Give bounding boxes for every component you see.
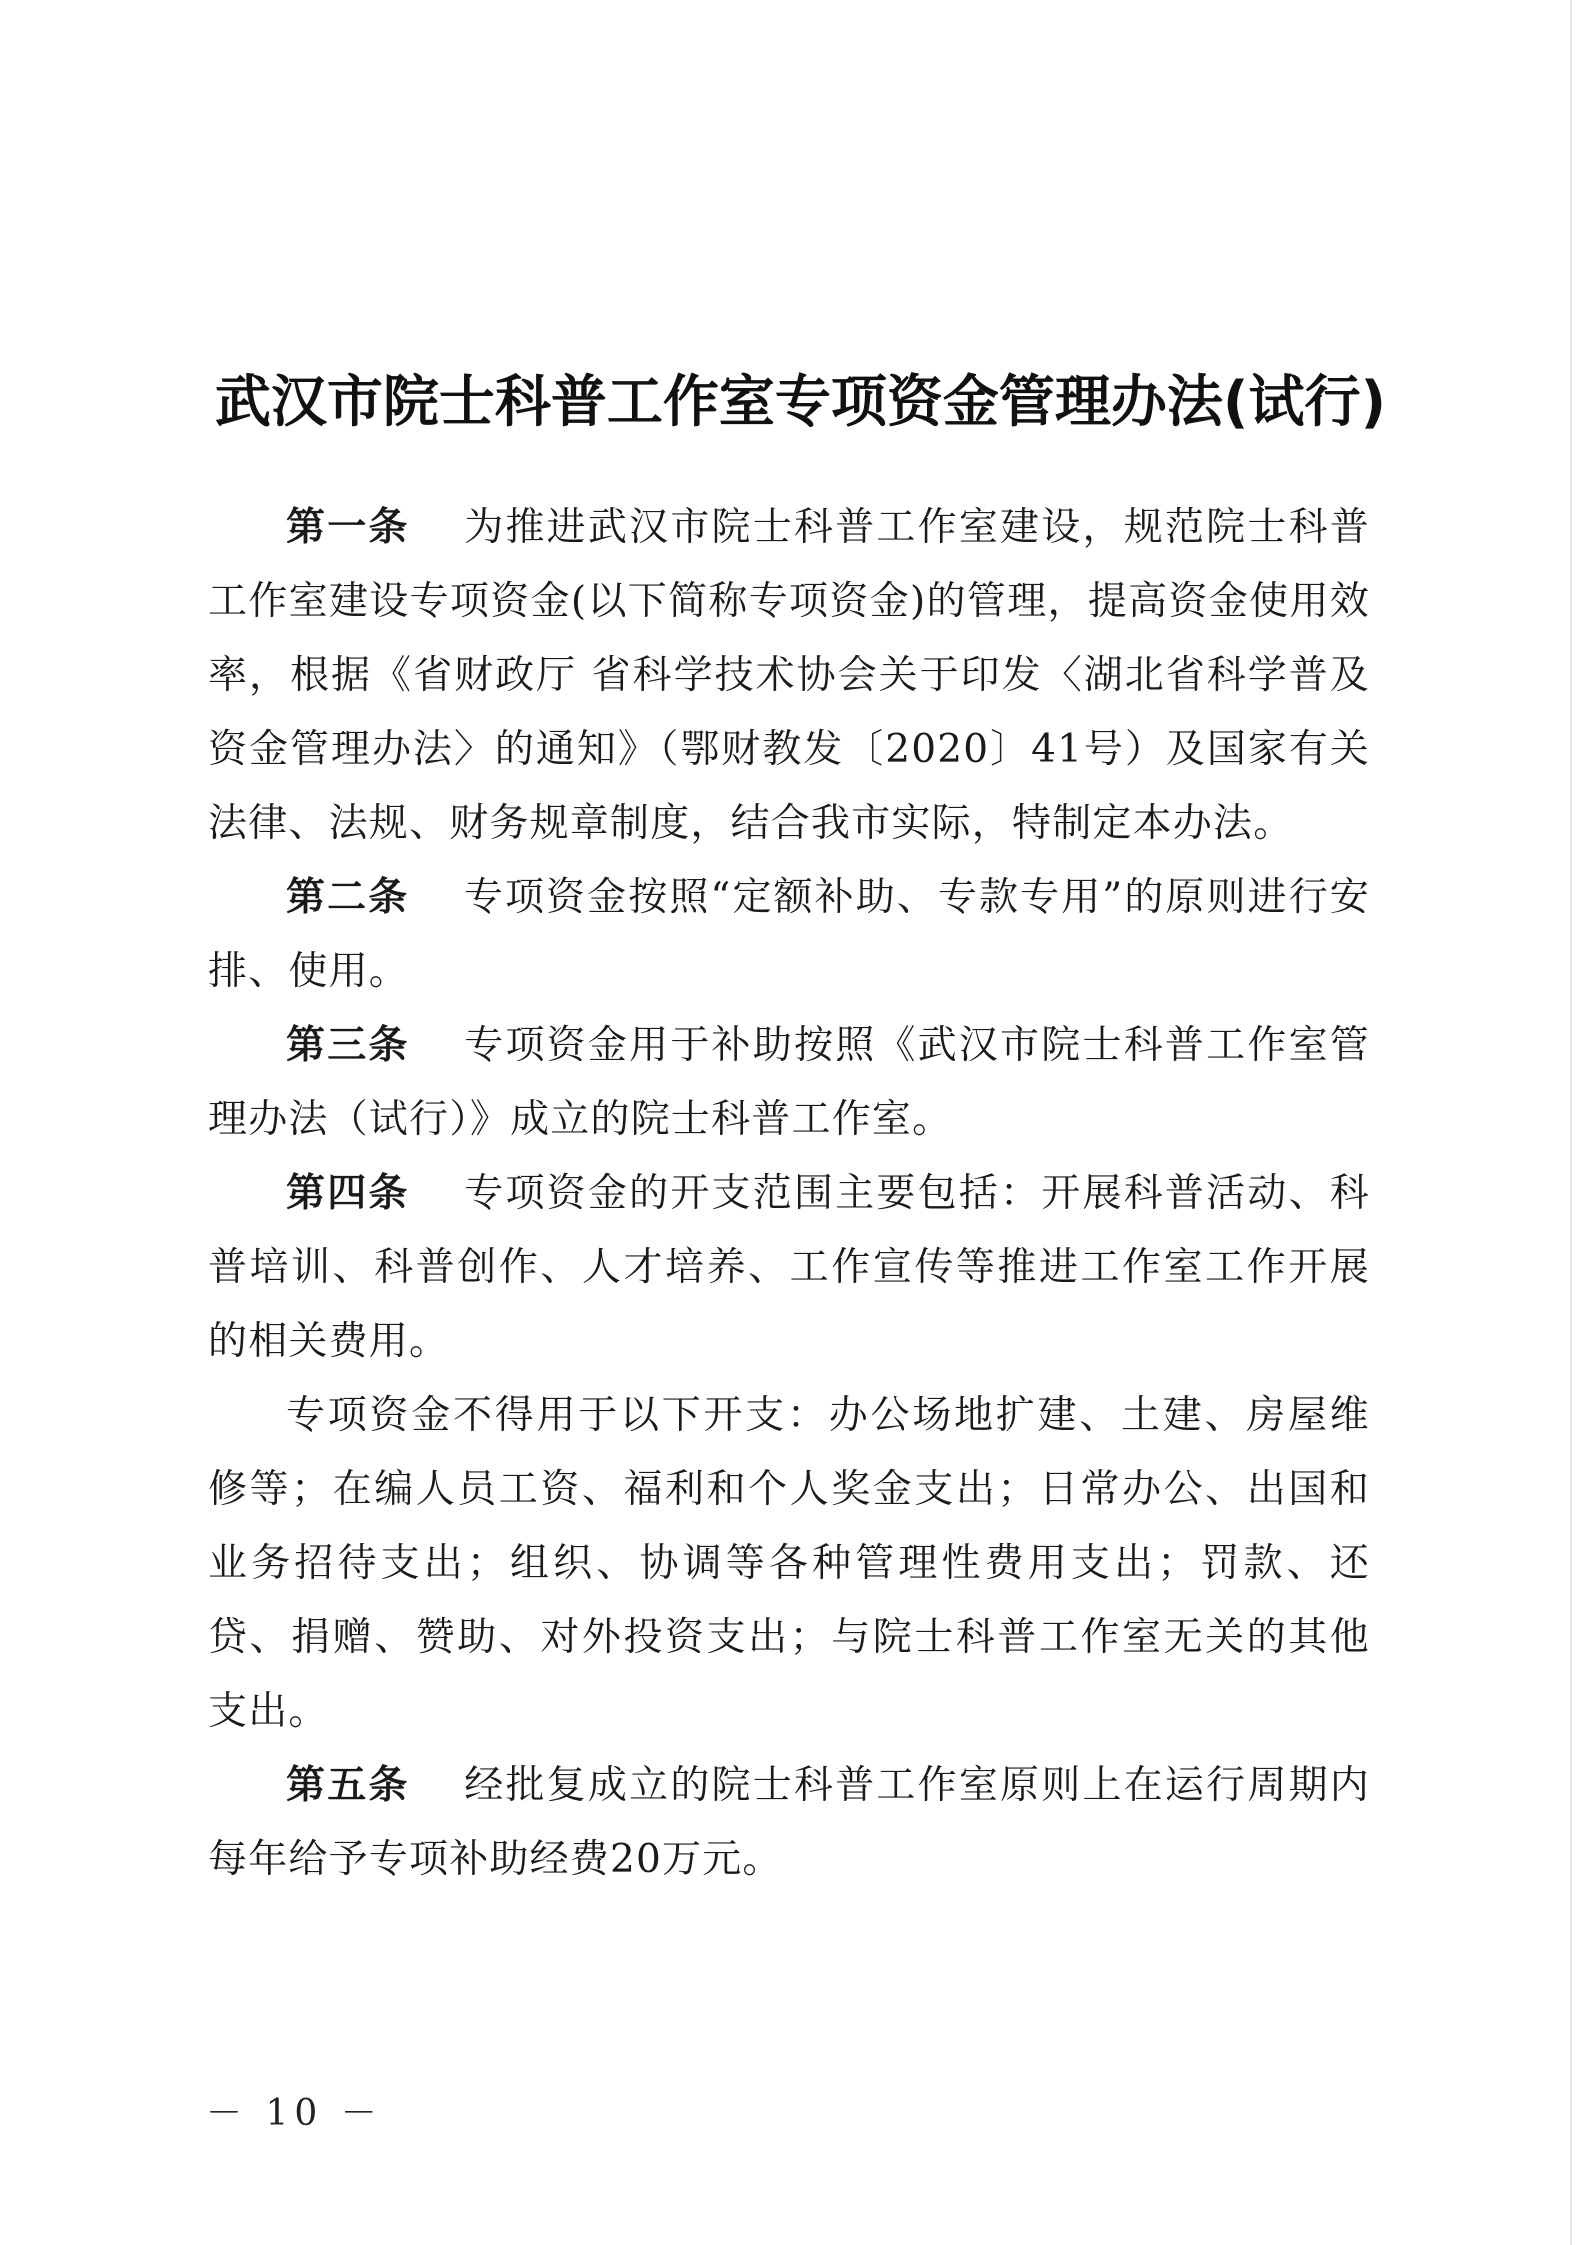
article-3 bbox=[208, 1009, 1370, 1157]
page-number: － 10 － bbox=[206, 2093, 383, 2134]
article-label: 第二条 bbox=[286, 875, 410, 920]
article-5 bbox=[208, 1749, 1370, 1897]
article-text: 专项资金不得用于以下开支：办公场地扩建、土建、房屋维修等；在编人员工资、福利和个人奖金支出；日常办公、出国和业务招待支出；组织、协调等各种管理性费用支出；罚款、还贷、捐赠、赞助、对外投资支出；与院士科普工作室无关的其他支出。 bbox=[208, 1393, 1370, 1734]
article-1 bbox=[208, 491, 1370, 861]
article-label: 第五条 bbox=[286, 1763, 410, 1808]
article-4 bbox=[208, 1157, 1370, 1379]
article-2 bbox=[208, 861, 1370, 1009]
article-label: 第四条 bbox=[286, 1171, 410, 1216]
article-label: 第一条 bbox=[286, 505, 410, 550]
article-4-exclusions bbox=[208, 1379, 1370, 1749]
article-text: 为推进武汉市院士科普工作室建设，规范院士科普工作室建设专项资金(以下简称专项资金)的管理，提高资金使用效率，根据《省财政厅 省科学技术协会关于印发〈湖北省科学普及资金管理办法〉的通知》（鄂财教发〔2020〕41号）及国家有关法律、法规、财务规章制度，结合我市实际，特制定本办法。 bbox=[208, 505, 1370, 846]
document-title: 武汉市院士科普工作室专项资金管理办法(试行) bbox=[214, 370, 1387, 435]
page-edge-shadow bbox=[1570, 0, 1572, 2245]
article-label: 第三条 bbox=[286, 1023, 410, 1068]
article-text: 专项资金用于补助按照《武汉市院士科普工作室管理办法（试行）》成立的院士科普工作室。 bbox=[208, 1023, 1370, 1142]
document-body bbox=[208, 491, 1370, 1897]
article-text: 经批复成立的院士科普工作室原则上在运行周期内每年给予专项补助经费20万元。 bbox=[208, 1763, 1370, 1882]
article-text: 专项资金按照“定额补助、专款专用”的原则进行安排、使用。 bbox=[208, 875, 1370, 994]
article-text: 专项资金的开支范围主要包括：开展科普活动、科普培训、科普创作、人才培养、工作宣传等推进工作室工作开展的相关费用。 bbox=[208, 1171, 1370, 1364]
